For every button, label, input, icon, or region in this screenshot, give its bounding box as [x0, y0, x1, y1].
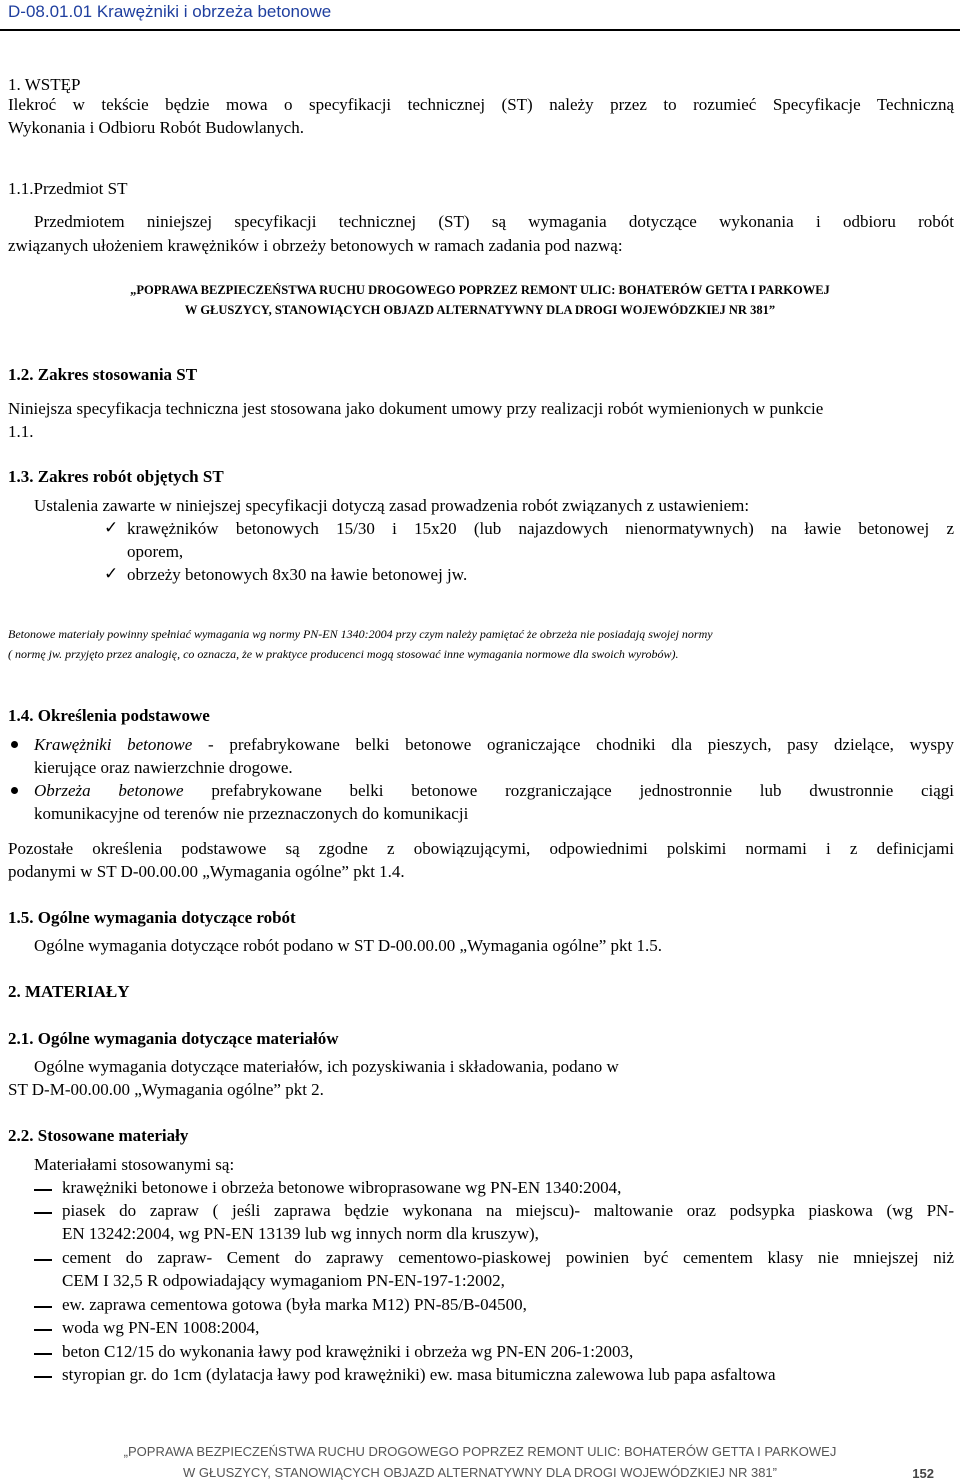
bullet-icon	[11, 787, 18, 794]
section-1-5-line-1: Ogólne wymagania dotyczące robót podano w ST D-00.00.00 „Wymagania ogólne” pkt 1.5.	[34, 936, 662, 955]
material-item-continued: EN 13242:2004, wg PN-EN 13139 lub wg innych norm dla kruszyw),	[62, 1224, 539, 1243]
material-item: krawężniki betonowe i obrzeża betonowe wibroprasowane wg PN-EN 1340:2004,	[62, 1178, 622, 1197]
footer-project-line-1: „POPRAWA BEZPIECZEŃSTWA RUCHU DROGOWEGO POPRZEZ REMONT ULIC: BOHATERÓW GETTA I PARKOWEJ	[123, 1444, 837, 1459]
material-item: cement do zapraw- Cement do zaprawy cementowo-piaskowej powinien być cementem klasy nie mniejszej niż	[62, 1248, 954, 1267]
section-1-1-heading: 1.1.Przedmiot ST	[8, 179, 128, 198]
scope-item-2: obrzeży betonowych 8x30 na ławie betonowej jw.	[127, 565, 468, 584]
definition-2-line-2: komunikacyjne od terenów nie przeznaczonych do komunikacji	[34, 804, 469, 823]
definition-2-text: prefabrykowane belki betonowe rozgraniczające jednostronnie lub dwustronnie ciągi	[211, 781, 955, 800]
section-2-1-line-2: ST D-M-00.00.00 „Wymagania ogólne” pkt 2.	[8, 1080, 324, 1099]
definitions-rest-line-2: podanymi w ST D-00.00.00 „Wymagania ogólne” pkt 1.4.	[8, 862, 405, 881]
section-2-1-line-1: Ogólne wymagania dotyczące materiałów, ich pozyskiwania i składowania, podano w	[34, 1057, 619, 1076]
material-item: piasek do zapraw ( jeśli zaprawa będzie wykonana na miejscu)- maltowanie oraz podsypka piaskowa (wg PN-	[62, 1201, 954, 1220]
definition-1-term: Krawężniki betonowe	[34, 735, 193, 754]
section-1-heading: 1. WSTĘP	[8, 75, 81, 94]
section-1-3-line-1: Ustalenia zawarte w niniejszej specyfikacji dotyczą zasad prowadzenia robót związanych z ustawieniem:	[34, 496, 750, 515]
material-item: styropian gr. do 1cm (dylatacja ławy pod krawężniki) ew. masa bitumiczna zalewowa lub papa asfaltowa	[62, 1365, 776, 1384]
section-1-intro-line-2: Wykonania i Odbioru Robót Budowlanych.	[8, 118, 304, 137]
bullet-icon	[11, 741, 18, 748]
section-1-4-heading: 1.4. Określenia podstawowe	[8, 706, 210, 725]
document-header-title: D-08.01.01 Krawężniki i obrzeża betonowe	[8, 2, 332, 21]
section-2-2-heading: 2.2. Stosowane materiały	[8, 1126, 189, 1145]
material-item-continued: CEM I 32,5 R odpowiadający wymaganiom PN-EN-197-1:2002,	[62, 1271, 505, 1290]
dash-bullet-icon	[34, 1353, 52, 1355]
material-item: ew. zaprawa cementowa gotowa (była marka M12) PN-85/B-04500,	[62, 1295, 527, 1314]
definitions-rest-line-1: Pozostałe określenia podstawowe są zgodne z obowiązującymi, odpowiednimi polskimi normami i z definicjami	[8, 839, 954, 858]
dash-bullet-icon	[34, 1329, 52, 1331]
section-2-2-intro: Materiałami stosowanymi są:	[34, 1155, 235, 1174]
material-item: woda wg PN-EN 1008:2004,	[62, 1318, 260, 1337]
dash-bullet-icon	[34, 1212, 52, 1214]
section-1-5-heading: 1.5. Ogólne wymagania dotyczące robót	[8, 908, 296, 927]
dash-bullet-icon	[34, 1376, 52, 1378]
materials-note-line-2: ( normę jw. przyjęto przez analogię, co oznacza, że w praktyce producenci mogą stosować inne wymagania normowe dla swoich wyrobów).	[8, 647, 679, 661]
section-1-2-line-2: 1.1.	[8, 422, 34, 441]
checkmark-icon: ✓	[104, 518, 119, 537]
header-rule	[0, 29, 960, 31]
material-item: beton C12/15 do wykonania ławy pod krawężniki i obrzeża wg PN-EN 206-1:2003,	[62, 1342, 634, 1361]
scope-item-1-line-2: oporem,	[127, 542, 184, 561]
definition-1-line-1	[34, 734, 954, 756]
section-1-2-heading: 1.2. Zakres stosowania ST	[8, 365, 198, 384]
section-1-3-heading: 1.3. Zakres robót objętych ST	[8, 467, 224, 486]
section-2-heading: 2. MATERIAŁY	[8, 982, 130, 1001]
scope-item-1-line-1: krawężników betonowych 15/30 i 15x20 (lub najazdowych nienormatywnych) na ławie betonowej z	[127, 519, 954, 538]
definition-2-term: Obrzeża betonowe	[34, 781, 184, 800]
footer-project-line-2: W GŁUSZYCY, STANOWIĄCYCH OBJAZD ALTERNATYWNY DLA DROGI WOJEWÓDZKIEJ NR 381”	[183, 1465, 777, 1480]
project-title-line-2: W GŁUSZYCY, STANOWIĄCYCH OBJAZD ALTERNATYWNY DLA DROGI WOJEWÓDZKIEJ NR 381”	[184, 303, 776, 317]
dash-bullet-icon	[34, 1189, 52, 1191]
section-1-1-line-1: Przedmiotem niniejszej specyfikacji technicznej (ST) są wymagania dotyczące wykonania i odbioru robót	[34, 212, 954, 231]
checkmark-icon: ✓	[104, 564, 119, 583]
dash-bullet-icon	[34, 1259, 52, 1261]
dash-bullet-icon	[34, 1306, 52, 1308]
page-number: 152	[912, 1466, 934, 1481]
definition-1-text: - prefabrykowane belki betonowe ograniczające chodniki dla pieszych, pasy dzielące, wyspy	[208, 735, 955, 754]
materials-note-line-1: Betonowe materiały powinny spełniać wymagania wg normy PN-EN 1340:2004 przy czym należy pamiętać że obrzeża nie posiadają swojej normy	[8, 627, 713, 641]
definition-1-line-2: kierujące oraz nawierzchnie drogowe.	[34, 758, 293, 777]
section-1-intro-line-1: Ilekroć w tekście będzie mowa o specyfikacji technicznej (ST) należy przez to rozumieć Specyfikacje Techniczną	[8, 95, 954, 114]
section-1-2-line-1: Niniejsza specyfikacja techniczna jest stosowana jako dokument umowy przy realizacji robót wymienionych w punkcie	[8, 399, 824, 418]
section-1-1-line-2: związanych ułożeniem krawężników i obrzeży betonowych w ramach zadania pod nazwą:	[8, 236, 623, 255]
section-2-1-heading: 2.1. Ogólne wymagania dotyczące materiałów	[8, 1029, 339, 1048]
project-title-line-1: „POPRAWA BEZPIECZEŃSTWA RUCHU DROGOWEGO POPRZEZ REMONT ULIC: BOHATERÓW GETTA I PARKOWEJ	[130, 283, 830, 297]
definition-2-line-1	[34, 780, 954, 802]
